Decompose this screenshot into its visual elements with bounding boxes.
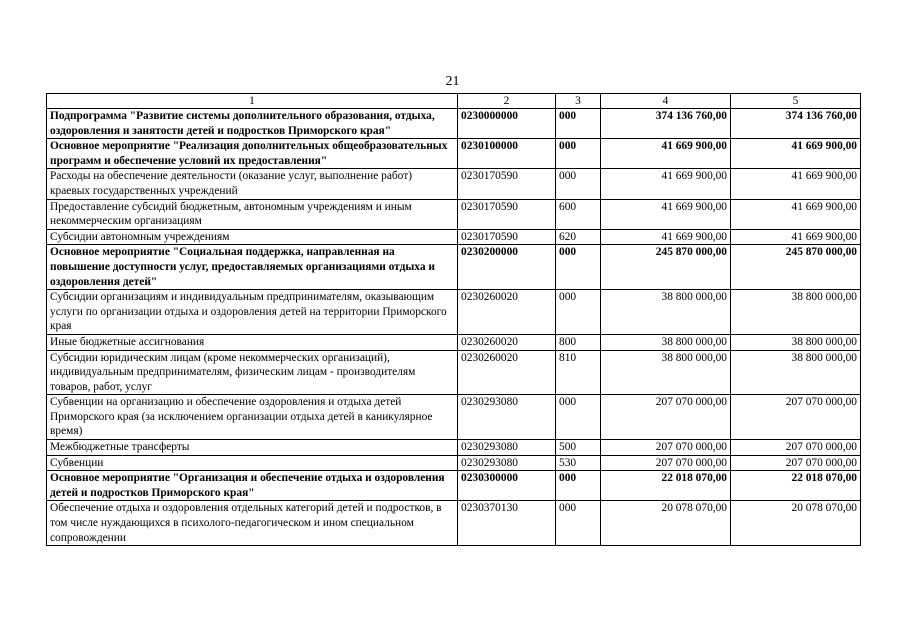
row-type-cell: 000 bbox=[556, 139, 601, 169]
row-amount-2-cell: 41 669 900,00 bbox=[731, 139, 861, 169]
row-type-cell: 000 bbox=[556, 245, 601, 290]
row-code-cell: 0230170590 bbox=[458, 169, 556, 199]
row-name-cell: Субсидии организациям и индивидуальным предпринимателям, оказывающим услуги по организации отдыха и оздоровления детей на территории Приморского края bbox=[47, 290, 458, 335]
row-code-cell: 0230300000 bbox=[458, 471, 556, 501]
row-amount-2-cell: 207 070 000,00 bbox=[731, 440, 861, 456]
row-amount-2-cell: 41 669 900,00 bbox=[731, 229, 861, 245]
row-type-cell: 810 bbox=[556, 350, 601, 395]
row-amount-1-cell: 20 078 070,00 bbox=[601, 501, 731, 546]
table-row bbox=[47, 501, 861, 546]
table-row bbox=[47, 139, 861, 169]
header-cell-amount-2: 5 bbox=[731, 94, 861, 109]
row-amount-1-cell: 22 018 070,00 bbox=[601, 471, 731, 501]
row-type-cell: 000 bbox=[556, 109, 601, 139]
row-amount-2-cell: 20 078 070,00 bbox=[731, 501, 861, 546]
row-type-cell: 000 bbox=[556, 169, 601, 199]
row-code-cell: 0230260020 bbox=[458, 350, 556, 395]
row-type-cell: 000 bbox=[556, 471, 601, 501]
page-number: 21 bbox=[445, 74, 460, 89]
row-name-cell: Субвенции на организацию и обеспечение оздоровления и отдыха детей Приморского края (за исключением организации отдыха детей в каникулярное время) bbox=[47, 395, 458, 440]
table-row bbox=[47, 334, 861, 350]
row-name-cell: Основное мероприятие "Социальная поддержка, направленная на повышение доступности услуг, предоставляемых организациями отдыха и оздоровления детей" bbox=[47, 245, 458, 290]
row-code-cell: 0230293080 bbox=[458, 455, 556, 471]
row-name-cell: Обеспечение отдыха и оздоровления отдельных категорий детей и подростков, в том числе нуждающихся в психолого-педагогическом и ином специальном сопровождении bbox=[47, 501, 458, 546]
table-row bbox=[47, 290, 861, 335]
row-amount-1-cell: 245 870 000,00 bbox=[601, 245, 731, 290]
row-name-cell: Предоставление субсидий бюджетным, автономным учреждениям и иным некоммерческим организациям bbox=[47, 199, 458, 229]
row-type-cell: 500 bbox=[556, 440, 601, 456]
row-type-cell: 800 bbox=[556, 334, 601, 350]
row-code-cell: 0230000000 bbox=[458, 109, 556, 139]
budget-table bbox=[46, 93, 861, 546]
row-name-cell: Подпрограмма "Развитие системы дополнительного образования, отдыха, оздоровления и занятости детей и подростков Приморского края" bbox=[47, 109, 458, 139]
row-type-cell: 000 bbox=[556, 290, 601, 335]
row-name-cell: Субвенции bbox=[47, 455, 458, 471]
row-amount-2-cell: 207 070 000,00 bbox=[731, 395, 861, 440]
table-row bbox=[47, 471, 861, 501]
table-header-row bbox=[47, 94, 861, 109]
row-name-cell: Расходы на обеспечение деятельности (оказание услуг, выполнение работ) краевых государственных учреждений bbox=[47, 169, 458, 199]
row-code-cell: 0230170590 bbox=[458, 229, 556, 245]
row-code-cell: 0230293080 bbox=[458, 440, 556, 456]
table-row bbox=[47, 169, 861, 199]
row-code-cell: 0230100000 bbox=[458, 139, 556, 169]
row-amount-1-cell: 41 669 900,00 bbox=[601, 169, 731, 199]
row-amount-2-cell: 22 018 070,00 bbox=[731, 471, 861, 501]
row-code-cell: 0230293080 bbox=[458, 395, 556, 440]
row-code-cell: 0230370130 bbox=[458, 501, 556, 546]
table-row bbox=[47, 109, 861, 139]
header-cell-amount-1: 4 bbox=[601, 94, 731, 109]
table-row bbox=[47, 229, 861, 245]
row-type-cell: 620 bbox=[556, 229, 601, 245]
row-amount-1-cell: 207 070 000,00 bbox=[601, 455, 731, 471]
row-amount-1-cell: 38 800 000,00 bbox=[601, 290, 731, 335]
row-amount-1-cell: 374 136 760,00 bbox=[601, 109, 731, 139]
row-name-cell: Субсидии автономным учреждениям bbox=[47, 229, 458, 245]
header-cell-name: 1 bbox=[47, 94, 458, 109]
row-name-cell: Основное мероприятие "Организация и обеспечение отдыха и оздоровления детей и подростков Приморского края" bbox=[47, 471, 458, 501]
row-name-cell: Субсидии юридическим лицам (кроме некоммерческих организаций), индивидуальным предпринимателям, физическим лицам - производителям товаров, работ, услуг bbox=[47, 350, 458, 395]
row-code-cell: 0230200000 bbox=[458, 245, 556, 290]
row-amount-1-cell: 207 070 000,00 bbox=[601, 440, 731, 456]
row-amount-2-cell: 38 800 000,00 bbox=[731, 334, 861, 350]
row-amount-1-cell: 38 800 000,00 bbox=[601, 334, 731, 350]
table-row bbox=[47, 350, 861, 395]
row-amount-2-cell: 38 800 000,00 bbox=[731, 290, 861, 335]
table-row bbox=[47, 455, 861, 471]
row-code-cell: 0230260020 bbox=[458, 290, 556, 335]
row-type-cell: 000 bbox=[556, 501, 601, 546]
row-name-cell: Основное мероприятие "Реализация дополнительных общеобразовательных программ и обеспечение условий их предоставления" bbox=[47, 139, 458, 169]
header-cell-type: 3 bbox=[556, 94, 601, 109]
table-row bbox=[47, 440, 861, 456]
row-amount-2-cell: 207 070 000,00 bbox=[731, 455, 861, 471]
row-amount-2-cell: 245 870 000,00 bbox=[731, 245, 861, 290]
row-type-cell: 600 bbox=[556, 199, 601, 229]
row-amount-2-cell: 374 136 760,00 bbox=[731, 109, 861, 139]
row-amount-1-cell: 41 669 900,00 bbox=[601, 139, 731, 169]
row-amount-1-cell: 41 669 900,00 bbox=[601, 199, 731, 229]
table-row bbox=[47, 245, 861, 290]
row-amount-1-cell: 207 070 000,00 bbox=[601, 395, 731, 440]
row-name-cell: Межбюджетные трансферты bbox=[47, 440, 458, 456]
row-amount-2-cell: 41 669 900,00 bbox=[731, 169, 861, 199]
row-amount-2-cell: 41 669 900,00 bbox=[731, 199, 861, 229]
table-row bbox=[47, 199, 861, 229]
table-row bbox=[47, 395, 861, 440]
row-amount-2-cell: 38 800 000,00 bbox=[731, 350, 861, 395]
row-code-cell: 0230260020 bbox=[458, 334, 556, 350]
header-cell-code: 2 bbox=[458, 94, 556, 109]
row-amount-1-cell: 41 669 900,00 bbox=[601, 229, 731, 245]
row-amount-1-cell: 38 800 000,00 bbox=[601, 350, 731, 395]
row-type-cell: 530 bbox=[556, 455, 601, 471]
row-name-cell: Иные бюджетные ассигнования bbox=[47, 334, 458, 350]
row-type-cell: 000 bbox=[556, 395, 601, 440]
row-code-cell: 0230170590 bbox=[458, 199, 556, 229]
